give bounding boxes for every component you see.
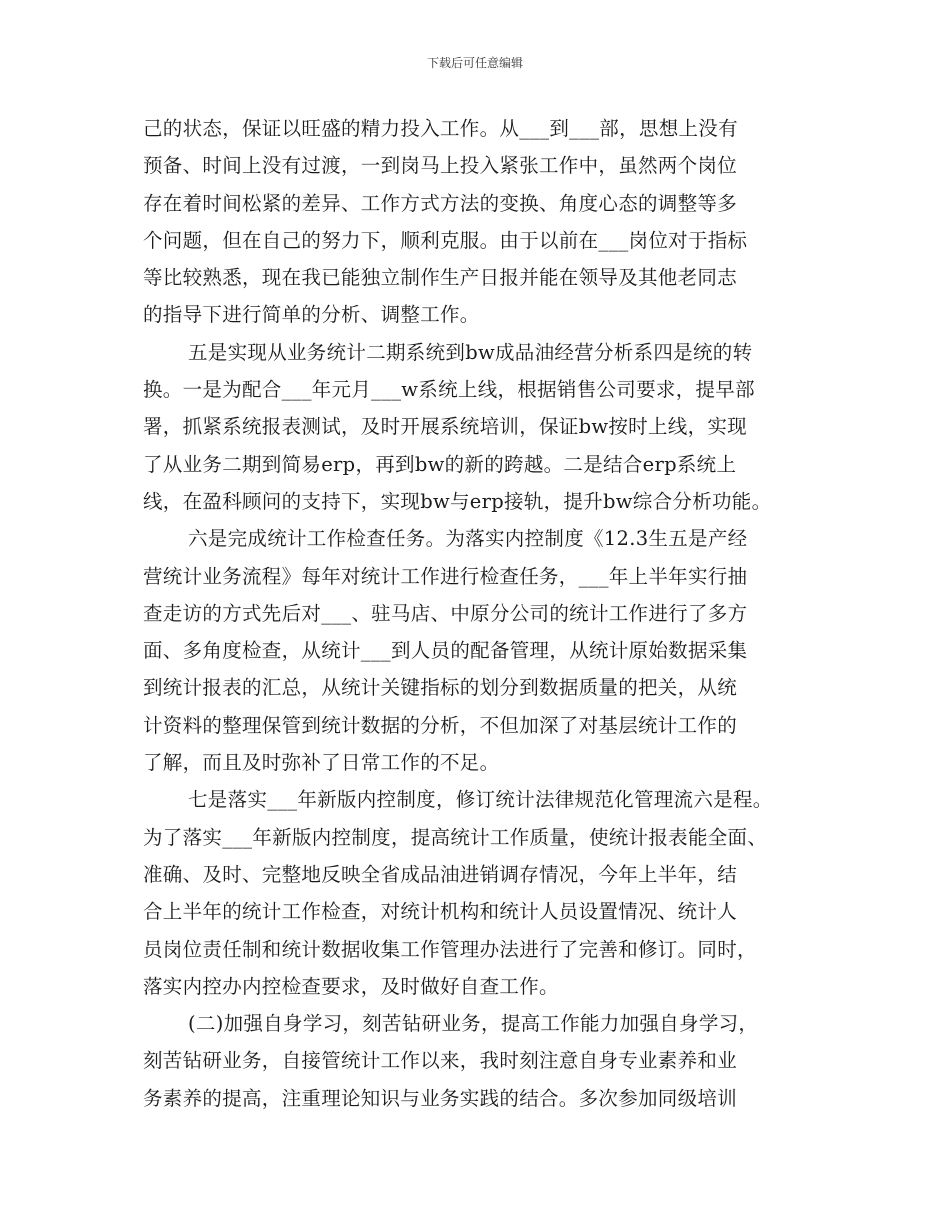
- text-line: 合上半年的统计工作检查，对统计机构和统计人员设置情况、统计人: [143, 900, 738, 924]
- text-line: 准确、及时、完整地反映全省成品油进销调存情况，今年上半年，结: [143, 862, 738, 886]
- page-header: 下载后可任意编辑: [426, 56, 523, 70]
- text-line: 等比较熟悉，现在我已能独立制作生产日报并能在领导及其他老同志: [143, 266, 738, 290]
- text-line: 个问题，但在自己的努力下，顺利克服。由于以前在___岗位对于指标: [143, 228, 748, 252]
- text-line: 己的状态，保证以旺盛的精力投入工作。从___到___部，思想上没有: [143, 117, 738, 140]
- text-line: 署，抓紧系统报表测试，及时开展系统培训，保证bw按时上线，实现: [143, 415, 747, 439]
- text-line: 存在着时间松紧的差异、工作方式方法的变换、角度心态的调整等多: [143, 191, 738, 215]
- paragraph-first-line: (二)加强自身学习，刻苦钻研业务，提高工作能力加强自身学习，: [188, 1012, 759, 1036]
- text-line: 换。一是为配合___年元月___w系统上线，根据销售公司要求，提早部: [143, 378, 755, 402]
- text-line: 到统计报表的汇总，从统计关键指标的划分到数据质量的把关，从统: [143, 676, 738, 700]
- text-line: 为了落实___年新版内控制度，提高统计工作质量，使统计报表能全面、: [143, 825, 768, 849]
- text-line: 的指导下进行简单的分析、调整工作。: [143, 303, 480, 327]
- paragraph-first-line: 六是完成统计工作检查任务。为落实内控制度《12.3生五是产经: [188, 527, 748, 551]
- paragraph-first-line: 五是实现从业务统计二期系统到bw成品油经营分析系四是统的转: [188, 340, 753, 364]
- text-line: 了从业务二期到简易erp，再到bw的新的跨越。二是结合erp系统上: [143, 452, 737, 476]
- document-body: [143, 110, 843, 1117]
- text-line: 务素养的提高，注重理论知识与业务实践的结合。多次参加同级培训: [143, 1086, 738, 1110]
- text-line: 预备、时间上没有过渡，一到岗马上投入紧张工作中，虽然两个岗位: [143, 154, 738, 178]
- text-line: 落实内控办内控检查要求，及时做好自查工作。: [143, 974, 559, 998]
- paragraph-first-line: 七是落实___年新版内控制度，修订统计法律规范化管理流六是程。: [188, 788, 773, 812]
- text-line: 计资料的整理保管到统计数据的分析，不但加深了对基层统计工作的: [143, 713, 738, 737]
- text-line: 员岗位责任制和统计数据收集工作管理办法进行了完善和修订。同时，: [143, 937, 757, 961]
- text-line: 了解，而且及时弥补了日常工作的不足。: [143, 751, 500, 775]
- text-line: 营统计业务流程》每年对统计工作进行检查任务，___年上半年实行抽: [143, 564, 748, 588]
- text-line: 查走访的方式先后对___、驻马店、中原分公司的统计工作进行了多方: [143, 601, 748, 625]
- text-line: 面、多角度检查，从统计___到人员的配备管理，从统计原始数据采集: [143, 639, 748, 663]
- text-line: 线，在盈科顾问的支持下，实现bw与erp接轨，提升bw综合分析功能。: [143, 489, 772, 513]
- text-line: 刻苦钻研业务，自接管统计工作以来，我时刻注意自身专业素养和业: [143, 1049, 738, 1073]
